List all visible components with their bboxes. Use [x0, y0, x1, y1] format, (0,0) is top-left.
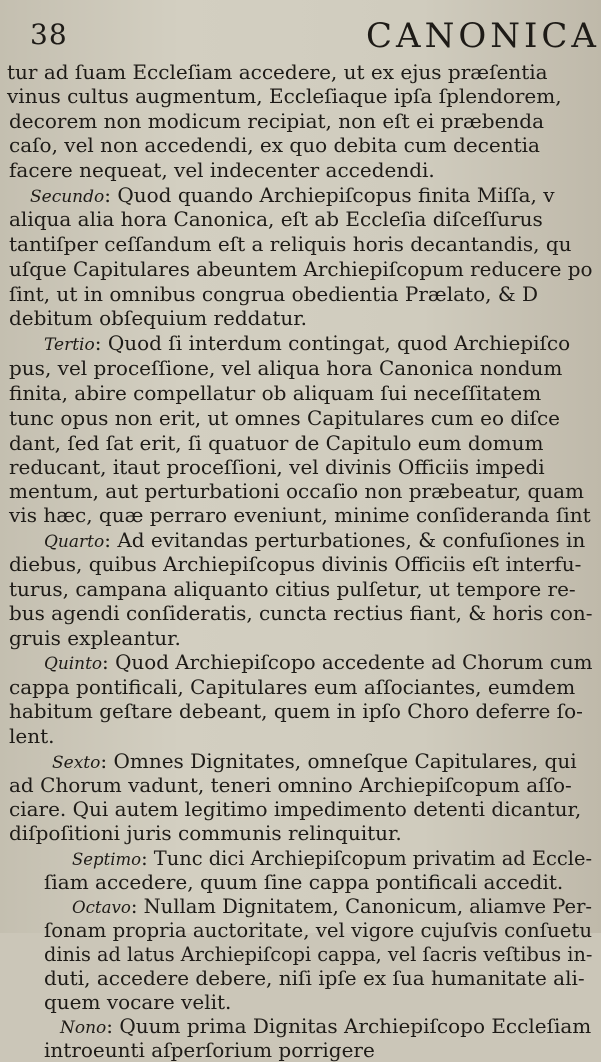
text-line — [9, 381, 541, 405]
line-text: diebus, quibus Archiepiſcopus divinis Officiis eſt interfu- — [9, 552, 582, 576]
text-line — [9, 406, 560, 430]
text-line — [9, 626, 181, 650]
text-line — [9, 773, 572, 797]
line-text: : Tunc dici Archiepiſcopum privatim ad Eccle- — [141, 846, 593, 870]
line-text: diſpoſitioni juris communis relinquitur. — [9, 821, 402, 845]
article-marker: Quarto — [44, 532, 105, 552]
line-text: ſonam propria auctoritate, vel vigore cujuſvis conſuetu — [44, 918, 593, 942]
page-header — [0, 6, 601, 62]
line-text: : Quum prima Dignitas Archiepiſcopo Eccleſiam — [106, 1014, 592, 1038]
line-text: quem vocare velit. — [44, 990, 232, 1014]
line-text: finita, abire compellatur ob aliquam ſui neceſſitatem — [9, 381, 542, 405]
line-text: mentum, aut perturbationi occaſio non præbeatur, quam — [9, 479, 585, 503]
line-text: duti, accedere debere, niſi ipſe ex ſua humanitate ali- — [44, 966, 585, 990]
text-line — [44, 331, 570, 357]
text-line — [9, 207, 543, 231]
article-marker: Nono — [60, 1018, 107, 1038]
text-line — [9, 821, 402, 845]
text-line — [60, 1014, 591, 1040]
line-text: dinis ad latus Archiepiſcopi cappa, vel ſacris veſtibus in- — [44, 942, 593, 966]
line-text: : Nullam Dignitatem, Canonicum, aliamve Per- — [130, 894, 593, 918]
text-line — [44, 918, 592, 942]
text-line — [9, 552, 581, 576]
line-text: : Quod quando Archiepiſcopus finita Miſſa, v — [104, 183, 555, 207]
line-text: facere nequeat, vel indecenter accedendi. — [9, 158, 435, 182]
article-marker: Sexto — [52, 753, 101, 773]
line-text: turus, campana aliquanto citius pulſetur, ut tempore re- — [9, 577, 576, 601]
line-text: : Quod Archiepiſcopo accedente ad Chorum cum — [102, 650, 593, 674]
line-text: decorem non modicum recipiat, non eſt ei præbenda — [9, 109, 545, 133]
text-line — [9, 158, 435, 182]
text-line — [9, 109, 544, 133]
text-line — [72, 846, 592, 872]
text-line — [72, 894, 592, 920]
line-text: introeunti aſperſorium porrigere — [44, 1038, 375, 1062]
text-line — [44, 990, 231, 1014]
text-line — [9, 675, 575, 699]
line-text: vis hæc, quæ perraro eveniunt, minime conſideranda ſint — [9, 503, 591, 527]
text-line — [52, 749, 577, 775]
line-text: reducant, itaut proceſſioni, vel divinis Officiis impedi — [9, 455, 545, 479]
line-text: vinus cultus augmentum, Eccleſiaque ipſa ſplendorem, — [7, 84, 562, 108]
line-text: ad Chorum vadunt, teneri omnino Archiepiſcopum aſſo- — [9, 773, 572, 797]
line-text: : Omnes Dignitates, omneſque Capitulares, qui — [100, 749, 577, 773]
line-text: caſo, vel non accedendi, ex quo debita cum decentia — [9, 133, 540, 157]
text-line — [44, 870, 563, 894]
body-text — [0, 60, 601, 1062]
article-marker: Octavo — [72, 898, 131, 918]
line-text: ſint, ut in omnibus congrua obedientia Prælato, & D — [9, 282, 539, 306]
line-text: dant, ſed ſat erit, ſi quatuor de Capitulo eum domum — [9, 431, 544, 455]
line-text: lent. — [9, 724, 55, 748]
line-text: tunc opus non erit, ut omnes Capitulares cum eo diſce — [9, 406, 560, 430]
text-line — [44, 942, 592, 966]
text-line — [9, 577, 576, 601]
line-text: uſque Capitulares abeuntem Archiepiſcopum reducere po — [9, 257, 593, 281]
article-marker: Quinto — [44, 654, 103, 674]
page-number: 38 — [30, 18, 68, 51]
text-line — [44, 1038, 375, 1062]
text-line — [9, 257, 592, 281]
text-line — [9, 503, 591, 527]
text-line — [9, 306, 307, 330]
text-line — [9, 431, 544, 455]
text-line — [9, 724, 55, 748]
line-text: ciare. Qui autem legitimo impedimento detenti dicantur, — [9, 797, 582, 821]
text-line — [9, 133, 540, 157]
running-title: CANONICA — [366, 16, 600, 56]
line-text: aliqua alia hora Canonica, eſt ab Eccleſia diſceſſurus — [9, 207, 543, 231]
text-line — [7, 60, 548, 84]
text-line — [9, 232, 572, 256]
line-text: : Quod ſi interdum contingat, quod Archiepiſco — [94, 331, 571, 355]
text-line — [9, 797, 581, 821]
article-marker: Secundo — [30, 187, 105, 207]
line-text: debitum obſequium reddatur. — [9, 306, 308, 330]
line-text: bus agendi conſideratis, cuncta rectius fiant, & horis con- — [9, 601, 593, 625]
line-text: gruis expleantur. — [9, 626, 181, 650]
text-line — [44, 650, 593, 676]
text-line — [9, 699, 583, 723]
text-line — [9, 455, 545, 479]
line-text: cappa pontificali, Capitulares eum aſſociantes, eumdem — [9, 675, 576, 699]
text-line — [9, 356, 562, 380]
article-marker: Tertio — [44, 335, 95, 355]
text-line — [9, 479, 584, 503]
text-line — [44, 528, 585, 554]
line-text: pus, vel proceſſione, vel aliqua hora Canonica nondum — [9, 356, 563, 380]
text-line — [9, 282, 538, 306]
line-text: : Ad evitandas perturbationes, & confuſiones in — [104, 528, 586, 552]
line-text: ſiam accedere, quum ſine cappa pontificali accedit. — [44, 870, 564, 894]
line-text: habitum geſtare debeant, quem in ipſo Choro deferre ſo- — [9, 699, 583, 723]
line-text: tur ad ſuam Eccleſiam accedere, ut ex ejus præſentia — [7, 60, 548, 84]
article-marker: Septimo — [72, 850, 142, 870]
text-line — [44, 966, 585, 990]
line-text: tantiſper ceſſandum eſt a reliquis horis decantandis, qu — [9, 232, 572, 256]
text-line — [9, 601, 592, 625]
text-line — [30, 183, 555, 209]
text-line — [7, 84, 562, 108]
